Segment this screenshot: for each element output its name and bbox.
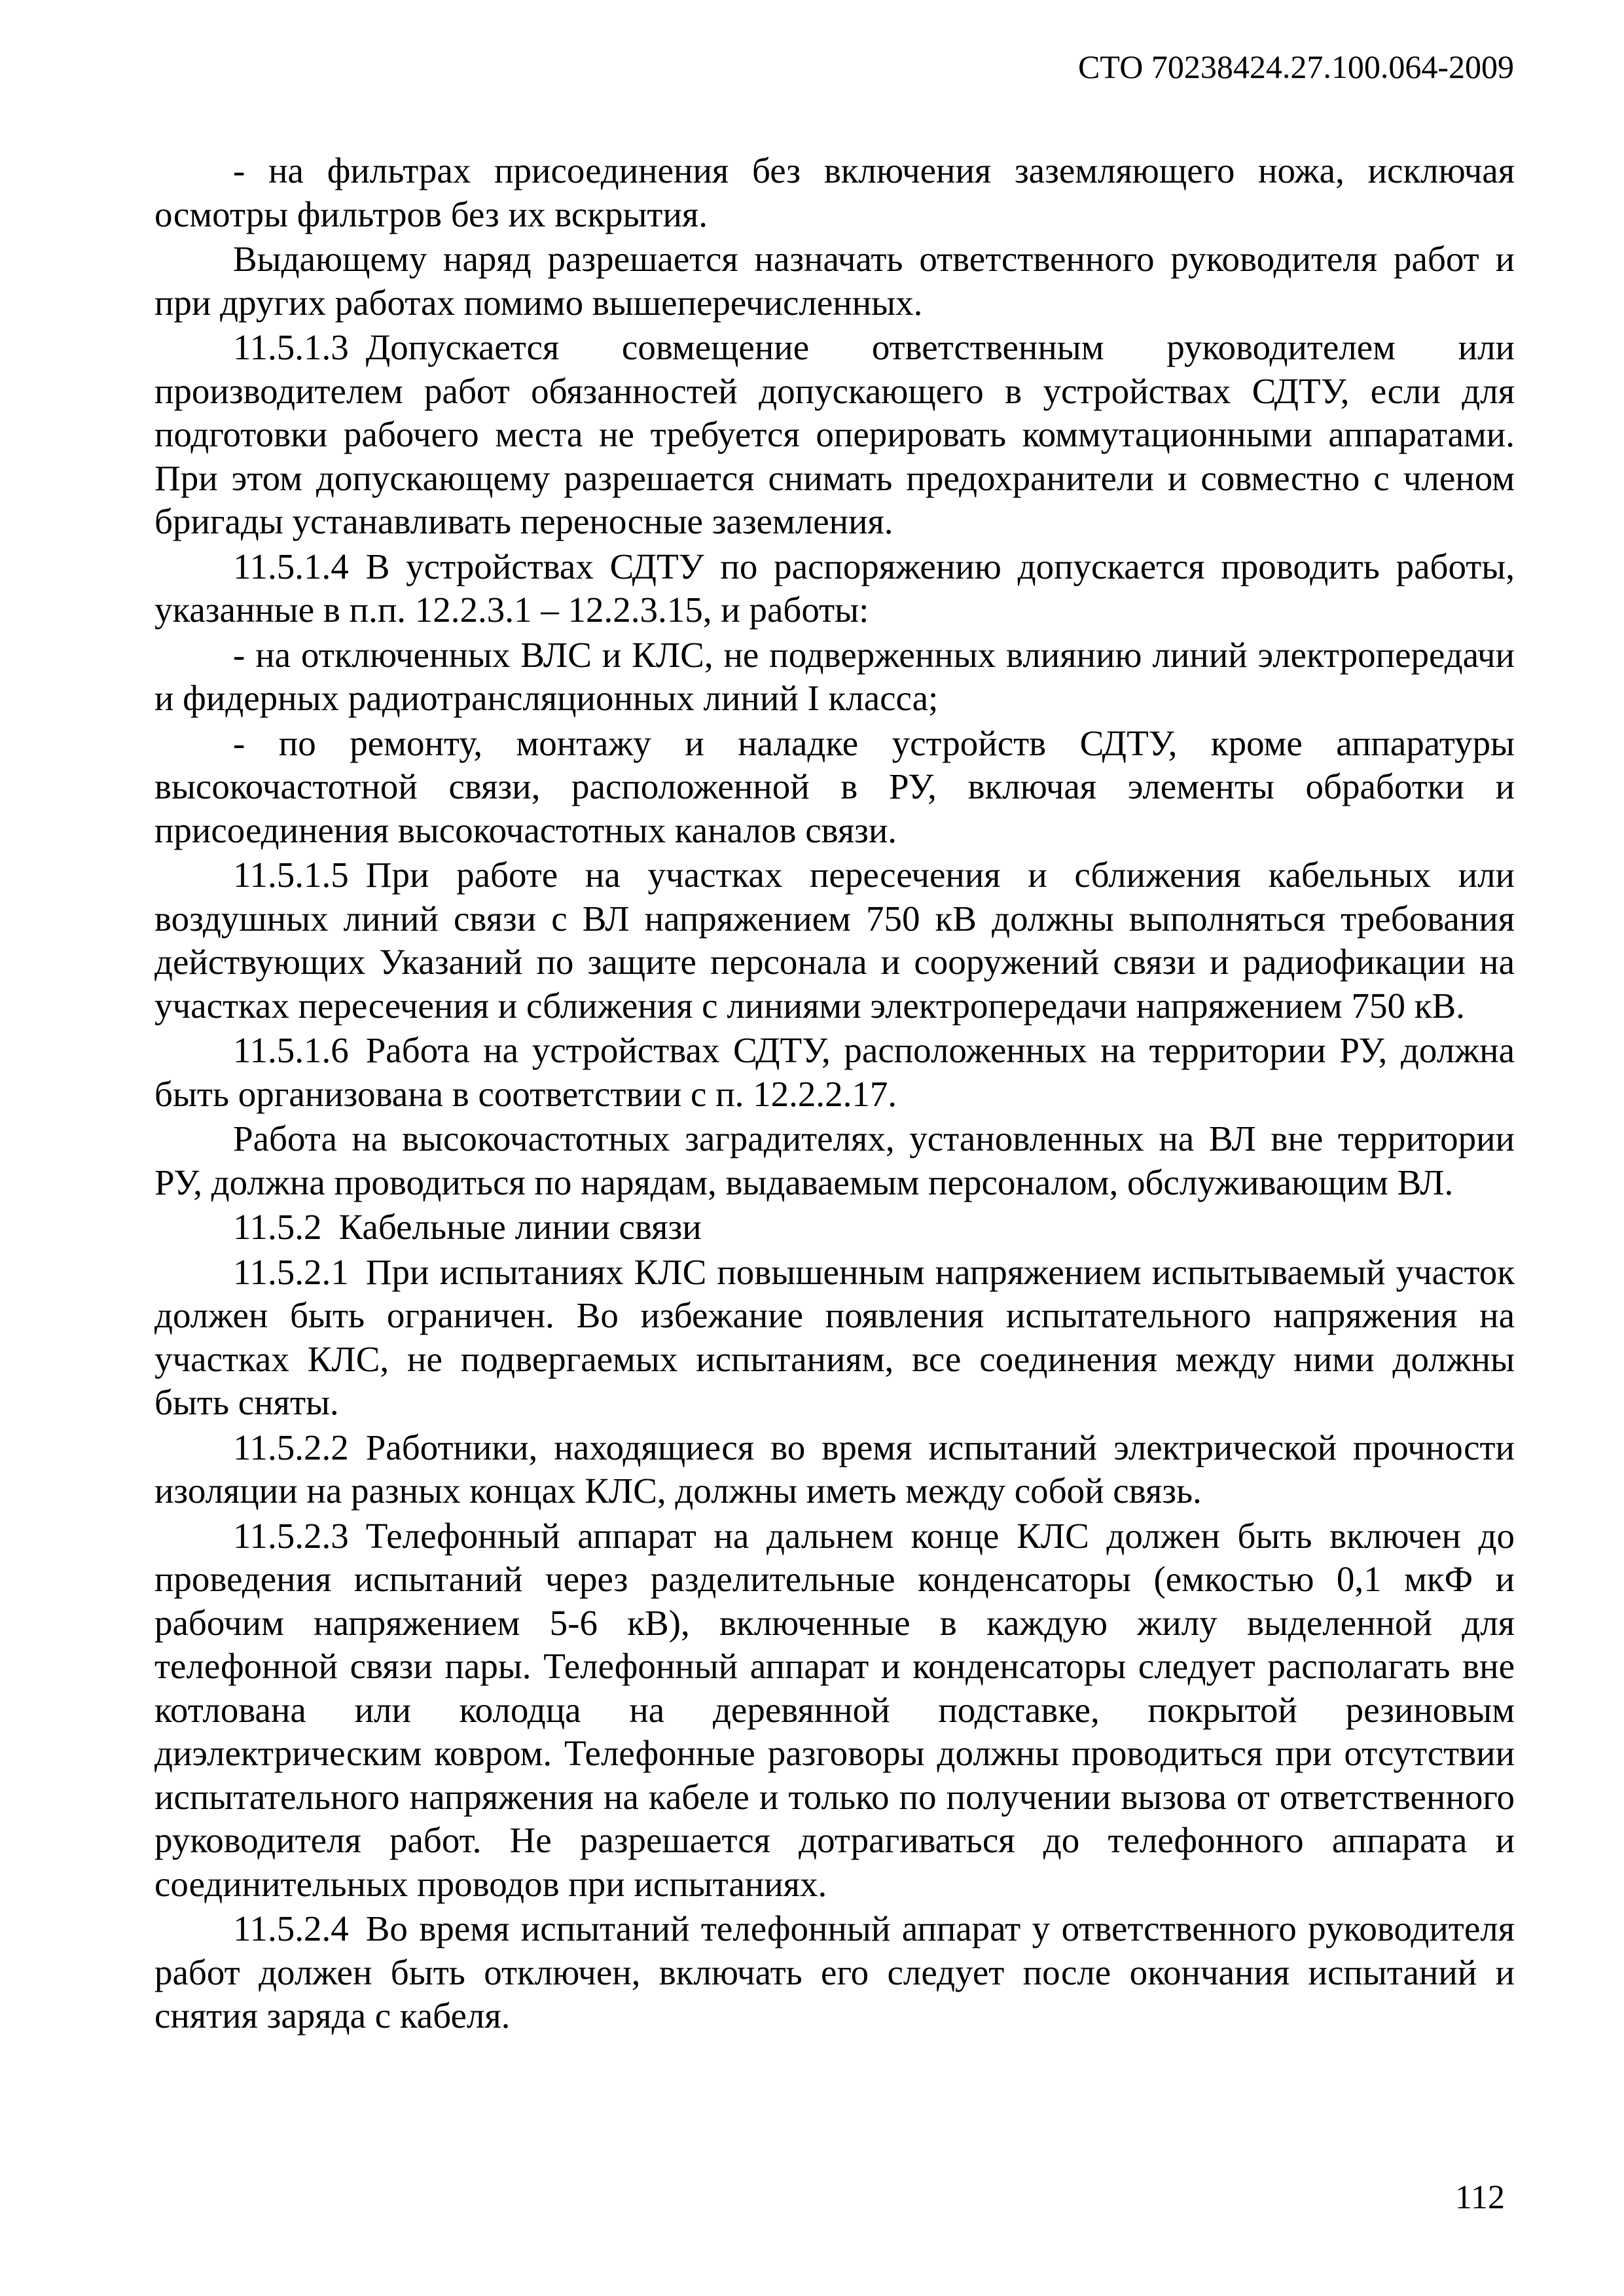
paragraph-text: Выдающему наряд разрешается назначать ответственного руководителя работ и при других работах помимо вышеперечисленных. — [154, 239, 1515, 323]
clause-paragraph — [154, 1251, 1515, 1425]
section-number: 11.5.2 — [233, 1207, 322, 1247]
paragraph-text: Работники, находящиеся во время испытаний электрической прочности изоляции на разных концах КЛС, должны иметь между собой связь. — [154, 1427, 1515, 1511]
paragraph-text: - на фильтрах присоединения без включения заземляющего ножа, исключая осмотры фильтров без их вскрытия. — [154, 151, 1515, 234]
paragraph-text: - по ремонту, монтажу и наладке устройств СДТУ, кроме аппаратуры высокочастотной связи, расположенной в РУ, включая элементы обработки и присоединения высокочастотных каналов связи. — [154, 723, 1515, 850]
paragraph-text: Допускается совмещение ответственным руководителем или производителем работ обязанностей допускающего в устройствах СДТУ, если для подготовки рабочего места не требуется оперировать коммутационными аппаратами. При этом допускающему разрешается снимать предохранители и совместно с членом бригады устанавливать переносные заземления. — [154, 327, 1515, 541]
section-heading — [154, 1206, 1515, 1249]
clause-paragraph — [154, 853, 1515, 1028]
clause-paragraph — [154, 1515, 1515, 1907]
clause-paragraph — [154, 326, 1515, 544]
paragraph — [154, 1117, 1515, 1204]
clause-number: 11.5.2.2 — [233, 1427, 349, 1467]
paragraph-text: В устройствах СДТУ по распоряжению допускается проводить работы, указанные в п.п. 12.2.3.1 – 12.2.3.15, и работы: — [154, 546, 1515, 630]
clause-paragraph — [154, 1426, 1515, 1513]
clause-paragraph — [154, 1907, 1515, 2038]
paragraph-text: Работа на устройствах СДТУ, расположенных на территории РУ, должна быть организована в соответствии с п. 12.2.2.17. — [154, 1030, 1515, 1114]
page-number: 112 — [1454, 2179, 1505, 2216]
document-body — [154, 149, 1515, 2039]
paragraph — [154, 722, 1515, 853]
clause-paragraph — [154, 545, 1515, 632]
clause-number: 11.5.1.4 — [233, 546, 349, 586]
paragraph-text: При испытаниях КЛС повышенным напряжением испытываемый участок должен быть ограничен. Во избежание появления испытательного напряжения на участках КЛС, не подвергаемых испытаниям, все соединения между ними должны быть сняты. — [154, 1251, 1515, 1422]
clause-number: 11.5.1.5 — [233, 855, 349, 895]
paragraph-text: Во время испытаний телефонный аппарат у ответственного руководителя работ должен быть отключен, включать его следует после окончания испытаний и снятия заряда с кабеля. — [154, 1909, 1515, 2036]
paragraph-text: Работа на высокочастотных заградителях, установленных на ВЛ вне территории РУ, должна проводиться по нарядам, выдаваемым персоналом, обслуживающим ВЛ. — [154, 1119, 1515, 1202]
clause-number: 11.5.2.1 — [233, 1251, 349, 1292]
clause-paragraph — [154, 1029, 1515, 1116]
section-title: Кабельные линии связи — [338, 1207, 702, 1247]
clause-number: 11.5.1.3 — [233, 327, 349, 367]
clause-number: 11.5.2.3 — [233, 1515, 349, 1556]
paragraph — [154, 634, 1515, 721]
paragraph — [154, 149, 1515, 236]
paragraph-text: - на отключенных ВЛС и КЛС, не подверженных влиянию линий электропередачи и фидерных радиотрансляционных линий I класса; — [154, 634, 1515, 718]
document-code-header: СТО 70238424.27.100.064-2009 — [1078, 48, 1514, 85]
clause-number: 11.5.2.4 — [233, 1909, 349, 1948]
clause-number: 11.5.1.6 — [233, 1030, 349, 1070]
paragraph — [154, 238, 1515, 325]
paragraph-text: Телефонный аппарат на дальнем конце КЛС должен быть включен до проведения испытаний через разделительные конденсаторы (емкостью 0,1 мкФ и рабочим напряжением 5-6 кВ), включенные в каждую жилу выделенной для телефонной связи пары. Телефонный аппарат и конденсаторы следует располагать вне котлована или колодца на деревянной подставке, покрытой резиновым диэлектрическим ковром. Телефонные разговоры должны проводиться при отсутствии испытательного напряжения на кабеле и только по получении вызова от ответственного руководителя работ. Не разрешается дотрагиваться до телефонного аппарата и соединительных проводов при испытаниях. — [154, 1515, 1515, 1904]
paragraph-text: При работе на участках пересечения и сближения кабельных или воздушных линий связи с ВЛ напряжением 750 кВ должны выполняться требования действующих Указаний по защите персонала и сооружений связи и радиофикации на участках пересечения и сближения с линиями электропередачи напряжением 750 кВ. — [154, 855, 1515, 1026]
